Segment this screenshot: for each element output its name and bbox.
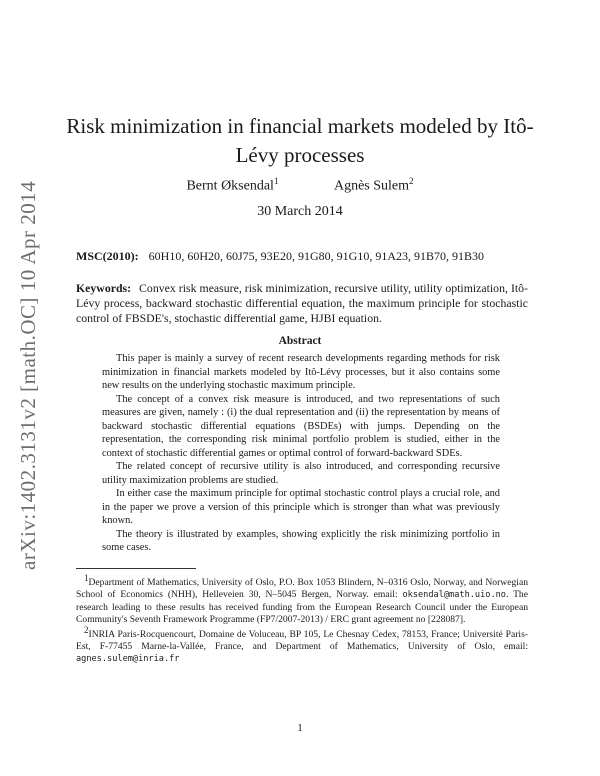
abstract-paragraph: The concept of a convex risk measure is introduced, and two representations of such measures are given, namely : (i) the dual representation and (ii) the representation by means of backward stochastic differential equations (BSDEs) with jumps. Depending on the representation, the corresponding risk minimal portfolio problem is studied, either in the context of stochastic differential games or optimal control of forward-backward SDEs. — [102, 393, 500, 459]
keywords-text: Convex risk measure, risk minimization, recursive utility, utility optimization, Itô-Lévy process, backward stochastic differential equation, the maximum principle for stochastic control of FBSDE's, stochastic differential game, HJBI equation. — [76, 281, 528, 325]
page-number: 1 — [297, 722, 303, 734]
author-oksendal — [186, 176, 278, 195]
footnote-divider — [76, 568, 196, 569]
keywords-label: Keywords: — [76, 281, 132, 295]
paper-title: Risk minimization in financial markets modeled by Itô-Lévy processes — [66, 114, 534, 167]
author-list — [0, 176, 600, 195]
abstract-body — [102, 352, 500, 555]
email-link-oksendal[interactable]: oksendal@math.uio.no — [402, 589, 506, 600]
author-name: Agnès Sulem — [333, 178, 410, 194]
msc-label: MSC(2010): — [76, 249, 139, 263]
footnote-affiliation-2 — [76, 625, 528, 666]
footnote-affiliation-1 — [76, 573, 528, 625]
paper-date: 30 March 2014 — [257, 204, 343, 219]
author-footnote-mark: 2 — [409, 176, 414, 186]
abstract-paragraph: In either case the maximum principle for optimal stochastic control plays a crucial role, and in the paper we prove a version of this principle which is stronger than what was previously known. — [102, 488, 500, 526]
abstract-heading: Abstract — [278, 335, 322, 347]
msc-classification — [76, 249, 484, 264]
footnote-mark: 1 — [84, 573, 89, 583]
author-name: Bernt Øksendal — [186, 178, 274, 194]
footnote-text: Department of Mathematics, University of Oslo, P.O. Box 1053 Blindern, N–0316 Oslo, Norway, and Norwegian School of Economics (NHH), Helleveien 30, N–5045 Bergen, Norway. email: — [76, 577, 528, 600]
arxiv-identifier: arXiv:1402.3131v2 [math.OC] 10 Apr 2014 — [16, 180, 40, 570]
abstract-paragraph: This paper is mainly a survey of recent research developments regarding methods for risk minimization in financial markets modeled by Itô-Lévy processes, but it also contains some new results on the underlying stochastic maximum principle. — [102, 353, 500, 391]
footnote-text: INRIA Paris-Rocquencourt, Domaine de Voluceau, BP 105, Le Chesnay Cedex, 78153, France; Université Paris-Est, F-77455 Marne-la-Vallée, France, and Department of Mathematics, University of Oslo, email: — [76, 629, 528, 653]
abstract-paragraph: The theory is illustrated by examples, showing explicitly the risk minimizing portfolio in some cases. — [102, 528, 500, 553]
author-footnote-mark: 1 — [273, 176, 279, 186]
footnotes — [76, 573, 528, 666]
footnote-punctuation: . — [505, 588, 509, 600]
msc-codes: 60H10, 60H20, 60J75, 93E20, 91G80, 91G10, 91A23, 91B70, 91B30 — [148, 249, 484, 263]
funding-note: The research leading to these results has received funding from the European Research Council under the European Community's Seventh Framework Programme (FP7/2007-2013) / ERC grant agreement no [228087]. — [76, 588, 528, 625]
email-link-sulem[interactable]: agnes.sulem@inria.fr — [76, 654, 180, 665]
author-sulem — [334, 176, 414, 195]
abstract-paragraph: The related concept of recursive utility is also introduced, and corresponding recursive utility maximization problems are studied. — [102, 461, 500, 486]
footnote-mark: 2 — [84, 625, 89, 636]
keywords-section — [76, 281, 528, 326]
